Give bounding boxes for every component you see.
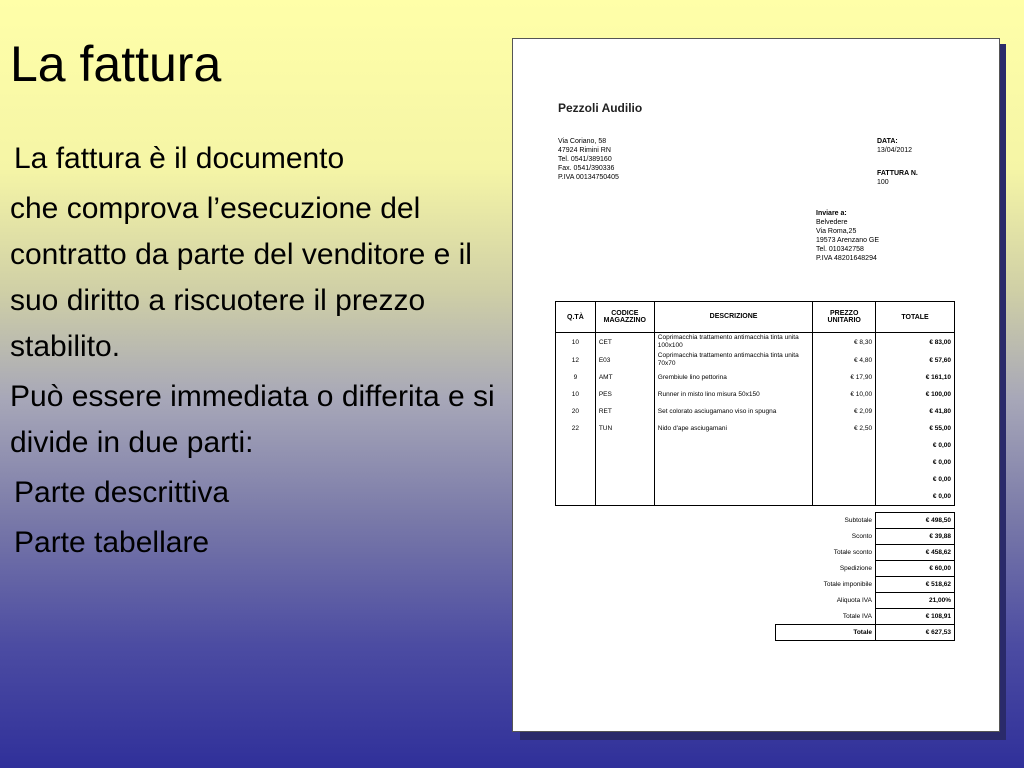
cell-descrizione bbox=[654, 471, 813, 488]
invoice-image bbox=[512, 38, 1000, 732]
summary-label: Totale sconto bbox=[833, 549, 872, 556]
summary-label: Totale imponibile bbox=[823, 581, 872, 588]
cell-totale: € 0,00 bbox=[876, 488, 955, 506]
cell-qta bbox=[556, 471, 596, 488]
summary-value: € 498,50 bbox=[876, 513, 955, 529]
cell-descrizione: Set colorato asciugamano viso in spugna bbox=[654, 403, 813, 420]
cell-qta: 10 bbox=[556, 333, 596, 352]
cell-qta: 10 bbox=[556, 386, 596, 403]
table-row bbox=[556, 386, 955, 403]
summary-label: Subtotale bbox=[844, 517, 872, 524]
cell-qta bbox=[556, 454, 596, 471]
cell-codice: E03 bbox=[595, 351, 654, 369]
cell-descrizione bbox=[654, 488, 813, 506]
item-table-part: Parte tabellare bbox=[14, 526, 210, 559]
cell-descrizione: Coprimacchia trattamento antimacchia tinta unita 70x70 bbox=[654, 351, 813, 369]
slide-title: La fattura bbox=[10, 36, 222, 92]
cell-descrizione: Runner in misto lino misura 50x150 bbox=[654, 386, 813, 403]
table-row bbox=[556, 420, 955, 437]
cell-prezzo bbox=[813, 471, 876, 488]
table-row bbox=[556, 403, 955, 420]
cell-qta bbox=[556, 437, 596, 454]
header-descrizione: DESCRIZIONE bbox=[654, 302, 813, 333]
cell-descrizione bbox=[654, 454, 813, 471]
summary-row bbox=[776, 529, 955, 545]
paragraph-types: Può essere immediata o differita e si divide in due parti: bbox=[10, 380, 495, 459]
cell-qta: 20 bbox=[556, 403, 596, 420]
header-qta: Q.TÀ bbox=[556, 302, 596, 333]
invoice-date: DATA: 13/04/2012 bbox=[877, 138, 913, 154]
cell-codice: RET bbox=[595, 403, 654, 420]
table-row bbox=[556, 437, 955, 454]
paragraph-definition: che comprova l’esecuzione del contratto da parte del venditore e il suo diritto a riscuotere il prezzo stabilito. bbox=[10, 192, 472, 363]
cell-codice bbox=[595, 471, 654, 488]
cell-totale: € 0,00 bbox=[876, 454, 955, 471]
summary-row bbox=[776, 625, 955, 641]
invoice-number: FATTURA N. 100 bbox=[877, 170, 918, 186]
item-descriptive-part: Parte descrittiva bbox=[14, 476, 230, 509]
summary-value: € 39,88 bbox=[876, 529, 955, 545]
table-row bbox=[556, 351, 955, 369]
cell-prezzo: € 2,09 bbox=[813, 403, 876, 420]
summary-value: € 60,00 bbox=[876, 561, 955, 577]
summary-label: Totale bbox=[776, 625, 876, 641]
cell-prezzo: € 4,80 bbox=[813, 351, 876, 369]
cell-codice bbox=[595, 437, 654, 454]
summary-row bbox=[776, 545, 955, 561]
cell-prezzo bbox=[813, 437, 876, 454]
summary-value: € 518,62 bbox=[876, 577, 955, 593]
invoice-summary-table bbox=[775, 512, 955, 641]
cell-qta: 12 bbox=[556, 351, 596, 369]
paragraph-intro: La fattura è il documento bbox=[14, 142, 345, 175]
slide-body bbox=[10, 136, 500, 566]
cell-totale: € 0,00 bbox=[876, 471, 955, 488]
table-row bbox=[556, 333, 955, 352]
cell-totale: € 57,60 bbox=[876, 351, 955, 369]
invoice-sender-address: Via Coriano, 58 47924 Rimini RN Tel. 0541/389160 Fax. 0541/390336 P.IVA 00134750405 bbox=[558, 138, 619, 181]
cell-totale: € 0,00 bbox=[876, 437, 955, 454]
table-header-row bbox=[556, 302, 955, 333]
cell-descrizione bbox=[654, 437, 813, 454]
header-prezzo: PREZZO UNITARIO bbox=[813, 302, 876, 333]
summary-value: € 108,91 bbox=[876, 609, 955, 625]
invoice-items-table bbox=[555, 301, 955, 506]
cell-codice: TUN bbox=[595, 420, 654, 437]
cell-totale: € 55,00 bbox=[876, 420, 955, 437]
cell-prezzo: € 17,90 bbox=[813, 369, 876, 386]
cell-codice: PES bbox=[595, 386, 654, 403]
cell-prezzo: € 10,00 bbox=[813, 386, 876, 403]
cell-codice bbox=[595, 488, 654, 506]
summary-label: Spedizione bbox=[839, 565, 872, 572]
summary-label: Aliquota IVA bbox=[836, 597, 872, 604]
summary-value: 21,00% bbox=[876, 593, 955, 609]
table-row bbox=[556, 369, 955, 386]
cell-prezzo: € 2,50 bbox=[813, 420, 876, 437]
table-row bbox=[556, 488, 955, 506]
cell-prezzo bbox=[813, 488, 876, 506]
summary-row bbox=[776, 513, 955, 529]
summary-row bbox=[776, 577, 955, 593]
cell-qta: 9 bbox=[556, 369, 596, 386]
cell-qta: 22 bbox=[556, 420, 596, 437]
summary-value: € 458,62 bbox=[876, 545, 955, 561]
cell-totale: € 41,80 bbox=[876, 403, 955, 420]
summary-row bbox=[776, 609, 955, 625]
invoice-company-name: Pezzoli Audilio bbox=[558, 101, 643, 115]
table-row bbox=[556, 471, 955, 488]
summary-label: Totale IVA bbox=[842, 612, 872, 620]
cell-prezzo: € 8,30 bbox=[813, 333, 876, 352]
cell-codice: CET bbox=[595, 333, 654, 352]
cell-prezzo bbox=[813, 454, 876, 471]
table-row bbox=[556, 454, 955, 471]
cell-codice bbox=[595, 454, 654, 471]
cell-totale: € 161,10 bbox=[876, 369, 955, 386]
summary-value: € 627,53 bbox=[876, 625, 955, 641]
cell-totale: € 100,00 bbox=[876, 386, 955, 403]
summary-row bbox=[776, 593, 955, 609]
header-totale: TOTALE bbox=[876, 302, 955, 333]
cell-descrizione: Coprimacchia trattamento antimacchia tinta unita 100x100 bbox=[654, 333, 813, 352]
cell-codice: AMT bbox=[595, 369, 654, 386]
cell-descrizione: Grembiule lino pettorina bbox=[654, 369, 813, 386]
summary-row bbox=[776, 561, 955, 577]
invoice-ship-to: Inviare a: Belvedere Via Roma,25 19573 Arenzano GE Tel. 010342758 P.IVA 48201648294 bbox=[816, 210, 880, 262]
header-codice: CODICE MAGAZZINO bbox=[595, 302, 654, 333]
summary-label: Sconto bbox=[851, 533, 872, 540]
cell-totale: € 83,00 bbox=[876, 333, 955, 352]
cell-qta bbox=[556, 488, 596, 506]
cell-descrizione: Nido d'ape asciugamani bbox=[654, 420, 813, 437]
